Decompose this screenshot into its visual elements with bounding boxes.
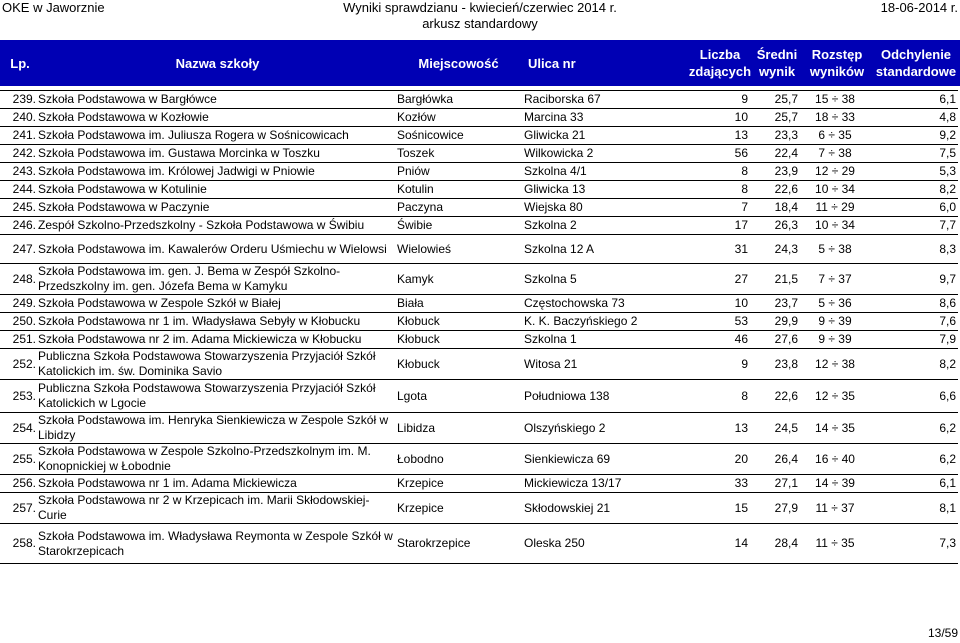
cell-nazwa: Szkoła Podstawowa im. Henryka Sienkiewicza w Zespole Szkół w Libidzy: [36, 413, 395, 444]
table-row: [0, 295, 958, 313]
cell-liczba: 7: [690, 199, 750, 217]
cell-sredni: 23,9: [750, 163, 800, 181]
cell-ulica: Szkolna 5: [522, 264, 690, 295]
col-lp: Lp.: [10, 55, 30, 71]
col-sredni-l2: wynik: [758, 64, 796, 79]
cell-miejscowosc: Kłobuck: [395, 349, 522, 380]
cell-liczba: 17: [690, 217, 750, 235]
cell-liczba: 9: [690, 349, 750, 380]
table-row: [0, 264, 958, 295]
col-odch-l1: Odchylenie: [880, 47, 952, 62]
cell-ulica: Skłodowskiej 21: [522, 493, 690, 524]
cell-miejscowosc: Libidza: [395, 413, 522, 444]
cell-sredni: 22,6: [750, 181, 800, 199]
cell-nazwa: Szkoła Podstawowa w Kotulinie: [36, 181, 395, 199]
cell-nazwa: Szkoła Podstawowa w Zespole Szkół w Białej: [36, 295, 395, 313]
table-row: [0, 217, 958, 235]
cell-ulica: Sienkiewicza 69: [522, 444, 690, 475]
cell-odch: 6,1: [870, 475, 958, 493]
cell-miejscowosc: Kłobuck: [395, 331, 522, 349]
cell-nazwa: Szkoła Podstawowa w Kozłowie: [36, 109, 395, 127]
cell-odch: 8,3: [870, 235, 958, 264]
cell-rozstep: 6 ÷ 35: [800, 127, 870, 145]
table-row: [0, 199, 958, 217]
cell-odch: 7,5: [870, 145, 958, 163]
cell-ulica: Mickiewicza 13/17: [522, 475, 690, 493]
cell-nazwa: Szkoła Podstawowa w Zespole Szkolno-Przedszkolnym im. M. Konopnickiej w Łobodnie: [36, 444, 395, 475]
cell-odch: 6,2: [870, 413, 958, 444]
header-center: [0, 0, 960, 32]
col-odch-l2: standardowe: [875, 64, 957, 79]
cell-nazwa: Szkoła Podstawowa nr 1 im. Adama Mickiewicza: [36, 475, 395, 493]
cell-lp: 255.: [0, 444, 36, 475]
cell-odch: 8,6: [870, 295, 958, 313]
cell-ulica: Wiejska 80: [522, 199, 690, 217]
col-sredni-l1: Średni: [756, 47, 798, 62]
cell-sredni: 26,3: [750, 217, 800, 235]
cell-sredni: 23,7: [750, 295, 800, 313]
cell-odch: 8,1: [870, 493, 958, 524]
cell-lp: 254.: [0, 413, 36, 444]
cell-liczba: 46: [690, 331, 750, 349]
cell-sredni: 24,3: [750, 235, 800, 264]
results-table: [0, 90, 958, 564]
cell-rozstep: 5 ÷ 38: [800, 235, 870, 264]
cell-ulica: Gliwicka 21: [522, 127, 690, 145]
cell-liczba: 20: [690, 444, 750, 475]
cell-rozstep: 7 ÷ 37: [800, 264, 870, 295]
cell-ulica: Wilkowicka 2: [522, 145, 690, 163]
cell-odch: 7,3: [870, 524, 958, 564]
header-date: 18-06-2014 r.: [880, 0, 958, 15]
cell-sredni: 22,6: [750, 380, 800, 413]
table-row: [0, 331, 958, 349]
page-header: [0, 0, 960, 34]
cell-ulica: Olszyńskiego 2: [522, 413, 690, 444]
cell-rozstep: 9 ÷ 39: [800, 331, 870, 349]
cell-sredni: 28,4: [750, 524, 800, 564]
header-subtitle: arkusz standardowy: [422, 16, 538, 31]
cell-liczba: 8: [690, 181, 750, 199]
cell-sredni: 27,9: [750, 493, 800, 524]
cell-ulica: Południowa 138: [522, 380, 690, 413]
cell-rozstep: 11 ÷ 35: [800, 524, 870, 564]
cell-lp: 258.: [0, 524, 36, 564]
cell-sredni: 24,5: [750, 413, 800, 444]
cell-miejscowosc: Pniów: [395, 163, 522, 181]
cell-lp: 249.: [0, 295, 36, 313]
cell-nazwa: Szkoła Podstawowa w Bargłówce: [36, 91, 395, 109]
cell-ulica: Częstochowska 73: [522, 295, 690, 313]
cell-rozstep: 16 ÷ 40: [800, 444, 870, 475]
col-liczba: [690, 40, 750, 86]
cell-liczba: 13: [690, 413, 750, 444]
cell-miejscowosc: Kłobuck: [395, 313, 522, 331]
cell-lp: 246.: [0, 217, 36, 235]
cell-odch: 9,7: [870, 264, 958, 295]
table-row: [0, 313, 958, 331]
cell-liczba: 14: [690, 524, 750, 564]
cell-liczba: 15: [690, 493, 750, 524]
cell-nazwa: Szkoła Podstawowa nr 2 w Krzepicach im. Marii Skłodowskiej-Curie: [36, 493, 395, 524]
cell-odch: 6,1: [870, 91, 958, 109]
table-row: [0, 91, 958, 109]
cell-nazwa: Szkoła Podstawowa im. Gustawa Morcinka w Toszku: [36, 145, 395, 163]
cell-liczba: 10: [690, 109, 750, 127]
table-row: [0, 163, 958, 181]
col-rozstep-l2: wyników: [809, 64, 865, 79]
table-header: [0, 40, 960, 86]
cell-ulica: Szkolna 1: [522, 331, 690, 349]
cell-miejscowosc: Paczyna: [395, 199, 522, 217]
cell-liczba: 9: [690, 91, 750, 109]
cell-lp: 253.: [0, 380, 36, 413]
cell-sredni: 23,3: [750, 127, 800, 145]
cell-lp: 245.: [0, 199, 36, 217]
cell-lp: 247.: [0, 235, 36, 264]
cell-nazwa: Szkoła Podstawowa nr 2 im. Adama Mickiewicza w Kłobucku: [36, 331, 395, 349]
cell-rozstep: 9 ÷ 39: [800, 313, 870, 331]
cell-nazwa: Zespół Szkolno-Przedszkolny - Szkoła Podstawowa w Świbiu: [36, 217, 395, 235]
col-liczba-l2: zdających: [688, 64, 752, 79]
cell-lp: 241.: [0, 127, 36, 145]
cell-rozstep: 12 ÷ 38: [800, 349, 870, 380]
table-row: [0, 109, 958, 127]
cell-nazwa: Publiczna Szkoła Podstawowa Stowarzyszenia Przyjaciół Szkół Katolickich im. św. Dominika Savio: [36, 349, 395, 380]
table-row: [0, 127, 958, 145]
cell-liczba: 10: [690, 295, 750, 313]
cell-rozstep: 15 ÷ 38: [800, 91, 870, 109]
cell-miejscowosc: Kozłów: [395, 109, 522, 127]
cell-sredni: 22,4: [750, 145, 800, 163]
cell-ulica: Szkolna 2: [522, 217, 690, 235]
col-rozstep-l1: Rozstęp: [811, 47, 863, 62]
table-row: [0, 235, 958, 264]
table-row: [0, 181, 958, 199]
cell-miejscowosc: Łobodno: [395, 444, 522, 475]
cell-rozstep: 5 ÷ 36: [800, 295, 870, 313]
cell-lp: 243.: [0, 163, 36, 181]
cell-nazwa: Szkoła Podstawowa nr 1 im. Władysława Sebyły w Kłobucku: [36, 313, 395, 331]
cell-miejscowosc: Świbie: [395, 217, 522, 235]
cell-odch: 5,3: [870, 163, 958, 181]
header-title: Wyniki sprawdzianu - kwiecień/czerwiec 2014 r.: [343, 0, 617, 15]
col-rozstep: [802, 40, 872, 86]
cell-miejscowosc: Bargłówka: [395, 91, 522, 109]
cell-odch: 7,6: [870, 313, 958, 331]
col-liczba-l1: Liczba: [699, 47, 741, 62]
table-row: [0, 444, 958, 475]
cell-sredni: 29,9: [750, 313, 800, 331]
cell-ulica: Oleska 250: [522, 524, 690, 564]
col-sredni: [752, 40, 802, 86]
cell-nazwa: Szkoła Podstawowa w Paczynie: [36, 199, 395, 217]
cell-miejscowosc: Kamyk: [395, 264, 522, 295]
cell-liczba: 56: [690, 145, 750, 163]
cell-sredni: 26,4: [750, 444, 800, 475]
table-row: [0, 145, 958, 163]
table-row: [0, 524, 958, 564]
cell-lp: 250.: [0, 313, 36, 331]
cell-rozstep: 11 ÷ 37: [800, 493, 870, 524]
cell-sredni: 18,4: [750, 199, 800, 217]
cell-liczba: 27: [690, 264, 750, 295]
cell-ulica: Gliwicka 13: [522, 181, 690, 199]
header-left: OKE w Jaworznie: [2, 0, 105, 15]
cell-ulica: Witosa 21: [522, 349, 690, 380]
cell-lp: 248.: [0, 264, 36, 295]
cell-miejscowosc: Kotulin: [395, 181, 522, 199]
cell-sredni: 23,8: [750, 349, 800, 380]
cell-rozstep: 14 ÷ 35: [800, 413, 870, 444]
page-number: 13/59: [927, 626, 958, 640]
cell-sredni: 25,7: [750, 109, 800, 127]
cell-lp: 256.: [0, 475, 36, 493]
cell-liczba: 13: [690, 127, 750, 145]
cell-odch: 8,2: [870, 181, 958, 199]
cell-nazwa: Szkoła Podstawowa im. Kawalerów Orderu Uśmiechu w Wielowsi: [36, 235, 395, 264]
cell-miejscowosc: Biała: [395, 295, 522, 313]
cell-rozstep: 14 ÷ 39: [800, 475, 870, 493]
cell-liczba: 8: [690, 380, 750, 413]
cell-rozstep: 11 ÷ 29: [800, 199, 870, 217]
cell-lp: 239.: [0, 91, 36, 109]
cell-lp: 252.: [0, 349, 36, 380]
cell-liczba: 53: [690, 313, 750, 331]
cell-lp: 240.: [0, 109, 36, 127]
cell-miejscowosc: Krzepice: [395, 493, 522, 524]
cell-odch: 9,2: [870, 127, 958, 145]
cell-lp: 244.: [0, 181, 36, 199]
cell-rozstep: 10 ÷ 34: [800, 181, 870, 199]
cell-ulica: Raciborska 67: [522, 91, 690, 109]
table-row: [0, 475, 958, 493]
cell-rozstep: 7 ÷ 38: [800, 145, 870, 163]
table-row: [0, 493, 958, 524]
cell-miejscowosc: Wielowieś: [395, 235, 522, 264]
cell-rozstep: 18 ÷ 33: [800, 109, 870, 127]
cell-miejscowosc: Sośnicowice: [395, 127, 522, 145]
cell-nazwa: Szkoła Podstawowa im. Królowej Jadwigi w Pniowie: [36, 163, 395, 181]
cell-lp: 242.: [0, 145, 36, 163]
cell-odch: 7,9: [870, 331, 958, 349]
cell-miejscowosc: Lgota: [395, 380, 522, 413]
col-ulica: Ulica nr: [528, 55, 576, 71]
cell-miejscowosc: Starokrzepice: [395, 524, 522, 564]
cell-liczba: 8: [690, 163, 750, 181]
col-odch: [872, 40, 960, 86]
cell-sredni: 21,5: [750, 264, 800, 295]
cell-sredni: 25,7: [750, 91, 800, 109]
cell-lp: 257.: [0, 493, 36, 524]
cell-ulica: Marcina 33: [522, 109, 690, 127]
table-row: [0, 380, 958, 413]
cell-odch: 6,0: [870, 199, 958, 217]
col-nazwa: Nazwa szkoły: [175, 55, 260, 71]
cell-nazwa: Szkoła Podstawowa im. gen. J. Bema w Zespół Szkolno-Przedszkolny im. gen. Józefa Bema w Kamyku: [36, 264, 395, 295]
cell-odch: 6,6: [870, 380, 958, 413]
cell-sredni: 27,1: [750, 475, 800, 493]
cell-rozstep: 12 ÷ 35: [800, 380, 870, 413]
table-row: [0, 413, 958, 444]
cell-miejscowosc: Toszek: [395, 145, 522, 163]
cell-ulica: K. K. Baczyńskiego 2: [522, 313, 690, 331]
table-row: [0, 349, 958, 380]
cell-liczba: 31: [690, 235, 750, 264]
cell-nazwa: Szkoła Podstawowa im. Juliusza Rogera w Sośnicowicach: [36, 127, 395, 145]
cell-miejscowosc: Krzepice: [395, 475, 522, 493]
cell-ulica: Szkolna 4/1: [522, 163, 690, 181]
cell-ulica: Szkolna 12 A: [522, 235, 690, 264]
col-miejscowosc: Miejscowość: [418, 55, 499, 71]
cell-lp: 251.: [0, 331, 36, 349]
cell-rozstep: 10 ÷ 34: [800, 217, 870, 235]
cell-nazwa: Szkoła Podstawowa im. Władysława Reymonta w Zespole Szkół w Starokrzepicach: [36, 524, 395, 564]
cell-sredni: 27,6: [750, 331, 800, 349]
cell-liczba: 33: [690, 475, 750, 493]
cell-odch: 6,2: [870, 444, 958, 475]
cell-odch: 4,8: [870, 109, 958, 127]
cell-odch: 7,7: [870, 217, 958, 235]
cell-nazwa: Publiczna Szkoła Podstawowa Stowarzyszenia Przyjaciół Szkół Katolickich w Lgocie: [36, 380, 395, 413]
cell-odch: 8,2: [870, 349, 958, 380]
cell-rozstep: 12 ÷ 29: [800, 163, 870, 181]
